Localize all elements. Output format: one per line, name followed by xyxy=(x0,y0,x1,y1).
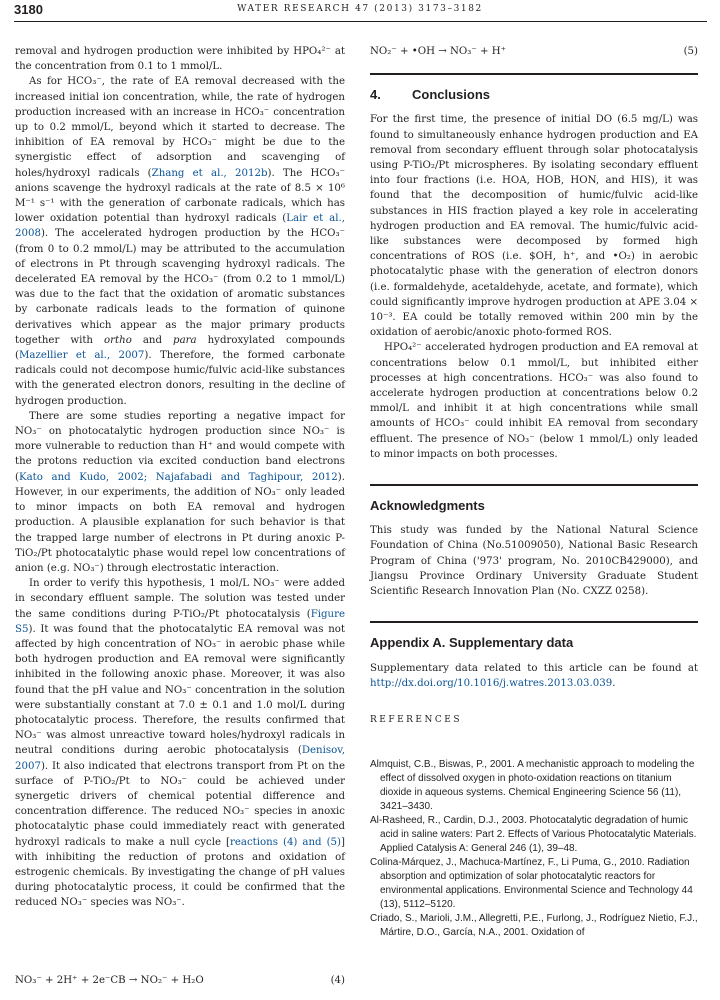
reference-item: Colina-Márquez, J., Machuca-Martínez, F., Li Puma, G., 2010. Radiation absorption and optimization of solar photocatalytic reactors for environmental applications. Environmental Science and Technology 44 (13), 5112–5120. xyxy=(370,857,693,911)
section-title-appendix: Appendix A. Supplementary data xyxy=(370,635,574,651)
section-title-acknowledgments: Acknowledgments xyxy=(370,498,485,514)
equation-5 xyxy=(370,44,698,59)
reference-item: Criado, S., Marioli, J.M., Allegretti, P.E., Furlong, J., Rodríguez Nietio, F.J., Mártire, D.O., García, N.A., 2001. Oxidation of xyxy=(370,913,698,939)
citation-link[interactable]: Kato and Kudo, 2002; Najafabadi and Taghipour, 2012 xyxy=(18,471,338,483)
paragraph: removal and hydrogen production were inhibited by HPO₄²⁻ at the concentration from 0.1 to 1 mmol/L. xyxy=(15,46,345,73)
page-number: 3180 xyxy=(14,2,43,17)
journal-running-head: WATER RESEARCH 47 (2013) 3173–3182 xyxy=(237,4,483,14)
reference-list xyxy=(370,758,698,940)
equation-4 xyxy=(15,975,345,986)
citation-link[interactable]: Mazellier et al., 2007 xyxy=(18,350,145,362)
section-title-conclusions: 4. Conclusions xyxy=(370,87,491,103)
paragraph-hypothesis: In order to verify this hypothesis, 1 mol/L NO₃⁻ were added in secondary effluent sample. The solution was tested under the same conditions during P-TiO₂/Pt photocatalysis (Figure S5). It was found that the photocatalytic EA removal was not affected by high concentration of NO₃⁻ in aerobic phase while both hydrogen production and EA removal were significantly inhibited in the following anoxic phase. Moreover, it was also found that the pH value and NO₃⁻ concentration in the solution were substantially constant at 7.0 ± 0.1 and 1.0 mol/L during photocatalytic process. Therefore, the results confirmed that NO₃⁻ was almost unreactive toward holes/hydroxyl radicals in neutral conditions during aerobic photocatalysis (Denisov, 2007). It also indicated that electrons transport from Pt on the surface of P-TiO₂/Pt to NO₃⁻ could be achieved under synergetic drivers of chemical potential difference and concentration difference. The reduced NO₃⁻ species in anoxic photocatalytic phase could immediately react with generated hydroxyl radicals to make a null cycle [reactions (4) and (5)] with inhibiting the reduction of protons and oxidation of estrogenic chemicals. By investigating the change of pH values during photocatalytic process, it could be confirmed that the reduced NO₃⁻ species was NO₃⁻. xyxy=(15,578,345,909)
equation-number: (5) xyxy=(683,46,698,57)
references-heading: REFERENCES xyxy=(370,714,463,725)
paragraph-bicarbonate: As for HCO₃⁻, the rate of EA removal decreased with the increased initial ion concentration, while, the rate of hydrogen production increased with an increase in HCO₃⁻ concentration up to 0.2 mmol/L, beyond which it started to decrease. The inhibition of EA removal by HCO₃⁻ might be due to the synergistic effect of adsorption and scavenging of holes/hydroxyl radicals (Zhang et al., 2012b). The HCO₃⁻ anions scavenge the hydroxyl radicals at the rate of 8.5 × 10⁶ M⁻¹ s⁻¹ with the generation of carbonate radicals, which has lower oxidation potential than hydroxyl radicals (Lair et al., 2008). The accelerated hydrogen production by the HCO₃⁻ (from 0 to 0.2 mmol/L) may be attributed to the accumulation of electrons in Pt through scavenging hydroxyl radicals. The decelerated EA removal by the HCO₃⁻ (from 0.2 to 1 mmol/L) was due to the fact that the oxidation of aromatic substances by carbonate radicals leads to the formation of quinone derivatives which appear as the major primary products together with ortho and para hydroxylated compounds (Mazellier et al., 2007). Therefore, the formed carbonate radicals could not decompose humic/fulvic acid-like substances with the generated electron donors, resulting in the decline of hydrogen production. xyxy=(15,76,345,407)
paragraph-conclusions-2: HPO₄²⁻ accelerated hydrogen production and EA removal at concentrations below 0.1 mmol/L, but inhibited either processes at high concentrations. HCO₃⁻ was also found to accelerate hydrogen production at concentrations below 0.2 mmol/L and inhibit it at high concentrations while small amounts of HCO₃⁻ could inhibit EA removal from secondary effluent. The presence of NO₃⁻ (below 1 mmol/L) only leaded to minor impacts on both processes. xyxy=(370,342,698,460)
header-rule xyxy=(14,21,707,22)
paragraph-nitrate: There are some studies reporting a negative impact for NO₃⁻ on photocatalytic hydrogen production since NO₃⁻ is more vulnerable to reduction than H⁺ and would compete with the protons reduction via excited conduction band electrons (Kato and Kudo, 2002; Najafabadi and Taghipour, 2012). However, in our experiments, the addition of NO₃⁻ only leaded to minor impacts on both EA removal and hydrogen production. A plausible explanation for such behavior is that the trapped large number of electrons in Pt during anoxic P-TiO₂/Pt photocatalytic phase would repel low concentrations of anion (e.g. NO₃⁻) through electrostatic interaction. xyxy=(15,410,345,574)
paragraph-acknowledgments: This study was funded by the National Natural Science Foundation of China (No.51009050), National Basic Research Program of China ('973' program, No. 2010CB429000), and Jiangsu Province Ordinary University Graduate Student Scientific Research Innovation Plan (No. CXZZ 0258). xyxy=(370,525,698,598)
equation-number: (4) xyxy=(330,975,345,986)
reaction-link[interactable]: reactions (4) and (5) xyxy=(230,836,342,848)
section-rule xyxy=(370,484,698,486)
equation-expression: NO₂⁻ + •OH → NO₃⁻ + H⁺ xyxy=(370,46,506,57)
paragraph-conclusions: For the first time, the presence of initial DO (6.5 mg/L) was found to simultaneously enhance hydrogen production and EA removal from secondary effluent through solar photocatalysis using P-TiO₂/Pt microspheres. By isolating secondary effluent into four fractions (i.e. HOA, HOB, HON, and HIS), it was found that the decomposition of humic/fulvic acid-like substances in HIS fraction played a key role in accelerating hydrogen production and EA removal. The humic/fulvic acid-like substances were decomposed by formed high concentrations of ROS (i.e. $OH, h⁺, and •O₂) in aerobic photocatalytic phase with the generation of electron donors (i.e. formaldehyde, acetaldehyde, acetate, and formate), which could significantly improve hydrogen production at APE 3.04 × 10⁻³. EA could be totally removed within 200 min by the oxidation of aerobic/anoxic photo-formed ROS. xyxy=(370,114,698,339)
section-rule xyxy=(370,73,698,75)
left-column xyxy=(15,44,345,911)
page-header xyxy=(0,0,720,22)
reference-item: Al-Rasheed, R., Cardin, D.J., 2003. Photocatalytic degradation of humic acid in saline waters: Part 2. Effects of Various Photocatalytic Materials. Applied Catalysis A: General 246 (1), 39–48. xyxy=(370,815,697,855)
doi-link[interactable]: http://dx.doi.org/10.1016/j.watres.2013.03.039 xyxy=(370,677,613,689)
equation-expression: NO₃⁻ + 2H⁺ + 2e⁻CB → NO₂⁻ + H₂O xyxy=(15,975,204,986)
figure-link[interactable]: Figure S5 xyxy=(15,608,345,635)
citation-link[interactable]: Denisov, 2007 xyxy=(15,745,345,772)
reference-item: Almquist, C.B., Biswas, P., 2001. A mechanistic approach to modeling the effect of dissolved oxygen in photo-oxidation reactions on titanium dioxide in aqueous systems. Chemical Engineering Science 56 (11), 3421–3430. xyxy=(370,759,695,813)
paragraph-appendix: Supplementary data related to this article can be found at http://dx.doi.org/10.1016/j.watres.2013.03.039. xyxy=(370,662,698,689)
section-rule xyxy=(370,621,698,623)
right-column xyxy=(370,44,698,940)
citation-link[interactable]: Lair et al., 2008 xyxy=(15,213,345,240)
citation-link[interactable]: Zhang et al., 2012b xyxy=(151,167,268,179)
